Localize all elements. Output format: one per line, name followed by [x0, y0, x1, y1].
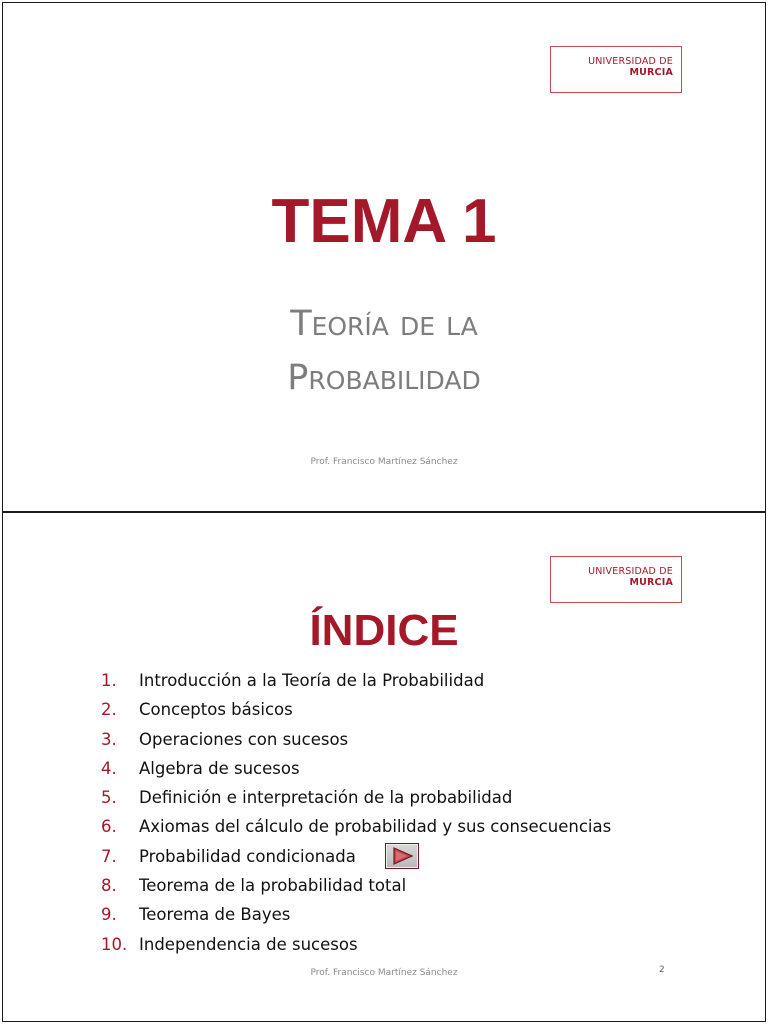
index-item-number: 3.	[101, 729, 117, 749]
index-item-number: 6.	[101, 817, 117, 837]
index-item-label: Definición e interpretación de la probabilidad	[139, 788, 513, 808]
slide-title: TEMA 1	[271, 187, 497, 256]
index-item-label: Probabilidad condicionada	[139, 846, 356, 866]
university-logo	[550, 556, 682, 603]
index-item	[101, 904, 741, 933]
play-icon	[393, 847, 413, 865]
index-item	[101, 934, 741, 963]
index-item-label: Teorema de la probabilidad total	[139, 876, 407, 896]
index-item-label: Axiomas del cálculo de probabilidad y sus consecuencias	[139, 817, 612, 837]
slide-2	[2, 512, 766, 1022]
index-item-number: 4.	[101, 758, 117, 778]
index-item-label: Algebra de sucesos	[139, 758, 300, 778]
index-item	[101, 729, 741, 758]
index-item-number: 5.	[101, 788, 117, 808]
index-item-label: Conceptos básicos	[139, 700, 293, 720]
slide-subtitle	[3, 297, 765, 405]
logo-line-1: UNIVERSIDAD DE	[588, 56, 673, 67]
index-item	[101, 816, 741, 845]
index-item	[101, 758, 741, 787]
index-item	[101, 670, 741, 699]
slide-1	[2, 2, 766, 512]
index-item-label: Independencia de sucesos	[139, 934, 358, 954]
university-logo	[550, 46, 682, 93]
index-item	[101, 699, 741, 728]
page-number: 2	[659, 965, 665, 975]
index-item-label: Introducción a la Teoría de la Probabilidad	[139, 671, 485, 690]
subtitle-line-1: Teoría de la	[290, 304, 478, 344]
index-item-label: Teorema de Bayes	[139, 905, 291, 925]
author-footer: Prof. Francisco Martínez Sánchez	[310, 457, 458, 467]
index-item	[101, 846, 741, 875]
play-button[interactable]	[385, 843, 419, 869]
subtitle-line-2: Probabilidad	[287, 358, 481, 398]
index-list	[101, 670, 741, 963]
logo-line-2: MURCIA	[629, 67, 673, 78]
index-item-number: 8.	[101, 876, 117, 896]
index-item-label: Operaciones con sucesos	[139, 729, 349, 749]
index-item	[101, 787, 741, 816]
index-item-number: 9.	[101, 905, 117, 925]
index-item-number: 1.	[101, 671, 117, 690]
author-footer: Prof. Francisco Martínez Sánchez	[310, 968, 458, 978]
index-item-number: 10.	[101, 934, 128, 954]
index-item-number: 7.	[101, 846, 117, 866]
index-item-number: 2.	[101, 700, 117, 720]
logo-line-2: MURCIA	[629, 577, 673, 588]
logo-line-1: UNIVERSIDAD DE	[588, 566, 673, 577]
index-title: ÍNDICE	[309, 606, 459, 655]
index-item	[101, 875, 741, 904]
